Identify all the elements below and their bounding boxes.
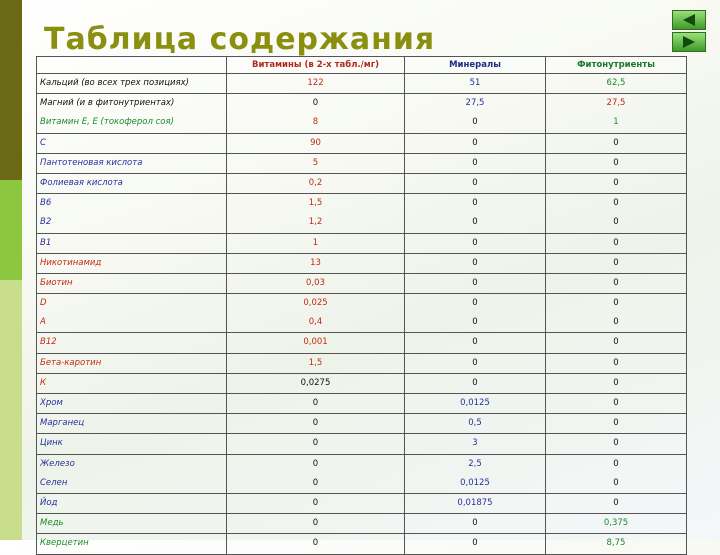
minerals-value-cell (405, 333, 546, 353)
vitamins-value-cell (227, 194, 405, 233)
value: 0 (613, 157, 619, 168)
value: 0 (613, 237, 619, 248)
value: 0,4 (308, 317, 323, 328)
table-row (37, 454, 687, 493)
value: 0 (613, 217, 619, 228)
nutrient-name: Пантотеновая кислота (40, 157, 143, 168)
value: 0 (472, 257, 478, 268)
table-row (37, 153, 687, 173)
sidebar-stripe-green (0, 180, 22, 280)
minerals-value-cell (405, 353, 546, 373)
nutrient-name: С (40, 137, 46, 148)
minerals-value-cell (405, 153, 546, 173)
value: 0 (613, 298, 619, 309)
table-row (37, 294, 687, 333)
table-row (37, 353, 687, 373)
minerals-value-cell (405, 133, 546, 153)
value: 0 (472, 518, 478, 529)
minerals-value-cell (405, 233, 546, 253)
value: 0 (472, 538, 478, 549)
value: 8,75 (606, 538, 626, 549)
value: 27,5 (606, 98, 626, 109)
value: 0 (472, 217, 478, 228)
nutrient-name-cell (37, 74, 227, 94)
nutrient-name-cell (37, 294, 227, 333)
nutrient-name: Бета-каротин (40, 357, 102, 368)
table-row (37, 74, 687, 94)
vitamins-value-cell (227, 273, 405, 293)
vitamins-value-cell (227, 333, 405, 353)
table-row (37, 233, 687, 253)
value: 0 (613, 418, 619, 429)
page-title: Таблица содержания (44, 22, 436, 57)
vitamins-value-cell (227, 94, 405, 133)
minerals-value-cell (405, 173, 546, 193)
value: 0,5 (468, 418, 482, 429)
nutrient-name: Биотин (40, 277, 73, 288)
nutrient-name: Хром (40, 398, 63, 408)
value: 1 (312, 237, 319, 248)
vitamins-value-cell (227, 493, 405, 513)
value: 0 (472, 298, 478, 309)
vitamins-value-cell (227, 233, 405, 253)
vitamins-value-cell (227, 153, 405, 173)
table-header-row (37, 57, 687, 74)
minerals-value-cell (405, 94, 546, 133)
value: 0,0275 (300, 377, 331, 388)
table-row (37, 333, 687, 353)
vitamins-value-cell (227, 373, 405, 393)
value: 27,5 (465, 98, 485, 109)
phytonutrients-value-cell (546, 173, 687, 193)
value: 1 (613, 117, 619, 128)
value: 0 (312, 538, 319, 549)
nutrient-name-cell (37, 273, 227, 293)
minerals-value-cell (405, 493, 546, 513)
table-row (37, 493, 687, 513)
vitamins-value-cell (227, 514, 405, 534)
phytonutrients-value-cell (546, 373, 687, 393)
value: 0,375 (603, 518, 629, 529)
value: 8 (312, 117, 319, 128)
nutrient-name: Магний (и в фитонутриентах) (40, 98, 175, 109)
vitamins-value-cell (227, 294, 405, 333)
minerals-value-cell (405, 294, 546, 333)
table-row (37, 434, 687, 454)
table-row (37, 414, 687, 434)
nutrient-name-cell (37, 133, 227, 153)
vitamins-value-cell (227, 414, 405, 434)
prev-slide-button[interactable] (672, 10, 706, 30)
nutrient-name-cell (37, 373, 227, 393)
minerals-value-cell (405, 273, 546, 293)
nutrient-name-cell (37, 94, 227, 133)
value: 0,03 (306, 277, 325, 288)
vitamins-value-cell (227, 534, 405, 554)
nutrient-name: Кверцетин (40, 538, 89, 549)
header-minerals: Минералы (405, 57, 546, 74)
header-name (37, 57, 227, 74)
value: 0 (613, 337, 619, 348)
nutrient-name-cell (37, 153, 227, 173)
value: 0 (472, 377, 478, 388)
phytonutrients-value-cell (546, 253, 687, 273)
nutrient-name-cell (37, 454, 227, 493)
minerals-value-cell (405, 514, 546, 534)
vitamins-value-cell (227, 454, 405, 493)
nutrient-name: Фолиевая кислота (40, 177, 123, 188)
value: 0 (613, 477, 619, 488)
minerals-value-cell (405, 253, 546, 273)
value: 0 (472, 198, 478, 209)
phytonutrients-value-cell (546, 153, 687, 173)
phytonutrients-value-cell (546, 394, 687, 414)
table-row (37, 94, 687, 133)
value: 0 (472, 177, 478, 188)
table-row (37, 253, 687, 273)
nutrient-name-cell (37, 233, 227, 253)
value: 90 (310, 137, 321, 148)
nutrient-name-cell (37, 253, 227, 273)
phytonutrients-value-cell (546, 94, 687, 133)
value: 122 (307, 78, 324, 88)
nutrient-name: В6 (40, 198, 52, 209)
nutrient-name: Марганец (40, 418, 85, 429)
phytonutrients-value-cell (546, 514, 687, 534)
value: 0 (613, 257, 619, 268)
value: 0 (613, 198, 619, 209)
phytonutrients-value-cell (546, 194, 687, 233)
value: 0,01875 (457, 497, 493, 508)
nutrient-name: Цинк (40, 438, 63, 449)
sidebar-stripe-light (0, 280, 22, 540)
minerals-value-cell (405, 454, 546, 493)
value: 0 (472, 317, 478, 328)
value: 0 (613, 177, 619, 188)
phytonutrients-value-cell (546, 273, 687, 293)
nutrient-name: D (40, 298, 47, 309)
value: 0 (472, 237, 478, 248)
vitamins-value-cell (227, 253, 405, 273)
phytonutrients-value-cell (546, 434, 687, 454)
value: 1,5 (308, 357, 323, 368)
value: 0 (613, 277, 619, 288)
phytonutrients-value-cell (546, 133, 687, 153)
value: 2,5 (468, 458, 482, 469)
header-phytonutrients: Фитонутриенты (546, 57, 687, 74)
nutrient-name: Никотинамид (40, 257, 102, 268)
value: 0 (472, 337, 478, 348)
nutrient-name-cell (37, 353, 227, 373)
minerals-value-cell (405, 534, 546, 554)
nutrient-name: В12 (40, 337, 57, 348)
phytonutrients-value-cell (546, 454, 687, 493)
nutrient-name-cell (37, 493, 227, 513)
nutrient-name-cell (37, 414, 227, 434)
nutrient-name-cell (37, 434, 227, 454)
phytonutrients-value-cell (546, 294, 687, 333)
minerals-value-cell (405, 74, 546, 94)
value: 0 (472, 137, 478, 148)
value: 0 (472, 117, 478, 128)
value: 0,001 (303, 337, 328, 348)
phytonutrients-value-cell (546, 414, 687, 434)
value: 0 (613, 398, 619, 408)
value: 0,2 (308, 177, 323, 188)
minerals-value-cell (405, 373, 546, 393)
value: 0 (472, 357, 478, 368)
value: 0 (613, 357, 619, 368)
minerals-value-cell (405, 394, 546, 414)
value: 0,0125 (460, 398, 490, 408)
value: 0 (472, 157, 478, 168)
value: 0,0125 (460, 477, 490, 488)
vitamins-value-cell (227, 74, 405, 94)
vitamins-value-cell (227, 353, 405, 373)
value: 1,5 (308, 198, 323, 209)
nutrient-name-cell (37, 194, 227, 233)
table-row (37, 373, 687, 393)
nutrient-name: В1 (40, 237, 52, 248)
table-row (37, 173, 687, 193)
phytonutrients-value-cell (546, 353, 687, 373)
vitamins-value-cell (227, 394, 405, 414)
value: 0 (472, 277, 478, 288)
value: 0 (312, 98, 319, 109)
value: 0 (312, 438, 319, 449)
nutrient-name-cell (37, 333, 227, 353)
value: 13 (310, 257, 321, 268)
table-row (37, 534, 687, 554)
value: 0 (613, 438, 619, 449)
nutrient-name-cell (37, 514, 227, 534)
nutrient-name: В2 (40, 217, 52, 228)
value: 62,5 (606, 78, 626, 88)
nutrient-name: К (40, 377, 47, 388)
nutrient-name: Кальций (во всех трех позициях) (40, 78, 189, 88)
value: 0 (312, 477, 319, 488)
minerals-value-cell (405, 434, 546, 454)
table-row (37, 133, 687, 153)
nutrient-name: Селен (40, 477, 68, 488)
value: 0 (312, 497, 319, 508)
vitamins-value-cell (227, 133, 405, 153)
nutrient-name: Йод (40, 497, 58, 508)
phytonutrients-value-cell (546, 493, 687, 513)
value: 0 (613, 458, 619, 469)
nutrient-name: Медь (40, 518, 64, 529)
header-vitamins: Витамины (в 2-х табл./мг) (227, 57, 405, 74)
minerals-value-cell (405, 414, 546, 434)
table-row (37, 273, 687, 293)
value: 0 (613, 497, 619, 508)
value: 0 (312, 418, 319, 429)
nutrient-name-cell (37, 534, 227, 554)
vitamins-value-cell (227, 173, 405, 193)
phytonutrients-value-cell (546, 233, 687, 253)
phytonutrients-value-cell (546, 333, 687, 353)
nutrient-name: Витамин Е, Е (токоферол соя) (40, 117, 174, 128)
phytonutrients-value-cell (546, 534, 687, 554)
value: 0 (613, 137, 619, 148)
nutrient-name: Железо (40, 458, 75, 469)
nutrient-name-cell (37, 394, 227, 414)
table-row (37, 394, 687, 414)
minerals-value-cell (405, 194, 546, 233)
value: 0 (613, 317, 619, 328)
value: 0,025 (303, 298, 328, 309)
nutrient-name-cell (37, 173, 227, 193)
vitamins-value-cell (227, 434, 405, 454)
value: 0 (613, 377, 619, 388)
table-row (37, 194, 687, 233)
value: 0 (312, 458, 319, 469)
sidebar-stripe-dark (0, 0, 22, 180)
value: 0 (312, 518, 319, 529)
value: 5 (312, 157, 319, 168)
phytonutrients-value-cell (546, 74, 687, 94)
nutrient-name: А (40, 317, 46, 328)
value: 1,2 (308, 217, 323, 228)
table-row (37, 514, 687, 534)
value: 51 (469, 78, 481, 88)
value: 3 (472, 438, 478, 449)
next-slide-button[interactable] (672, 32, 706, 52)
value: 0 (312, 398, 319, 408)
content-table (36, 56, 687, 555)
